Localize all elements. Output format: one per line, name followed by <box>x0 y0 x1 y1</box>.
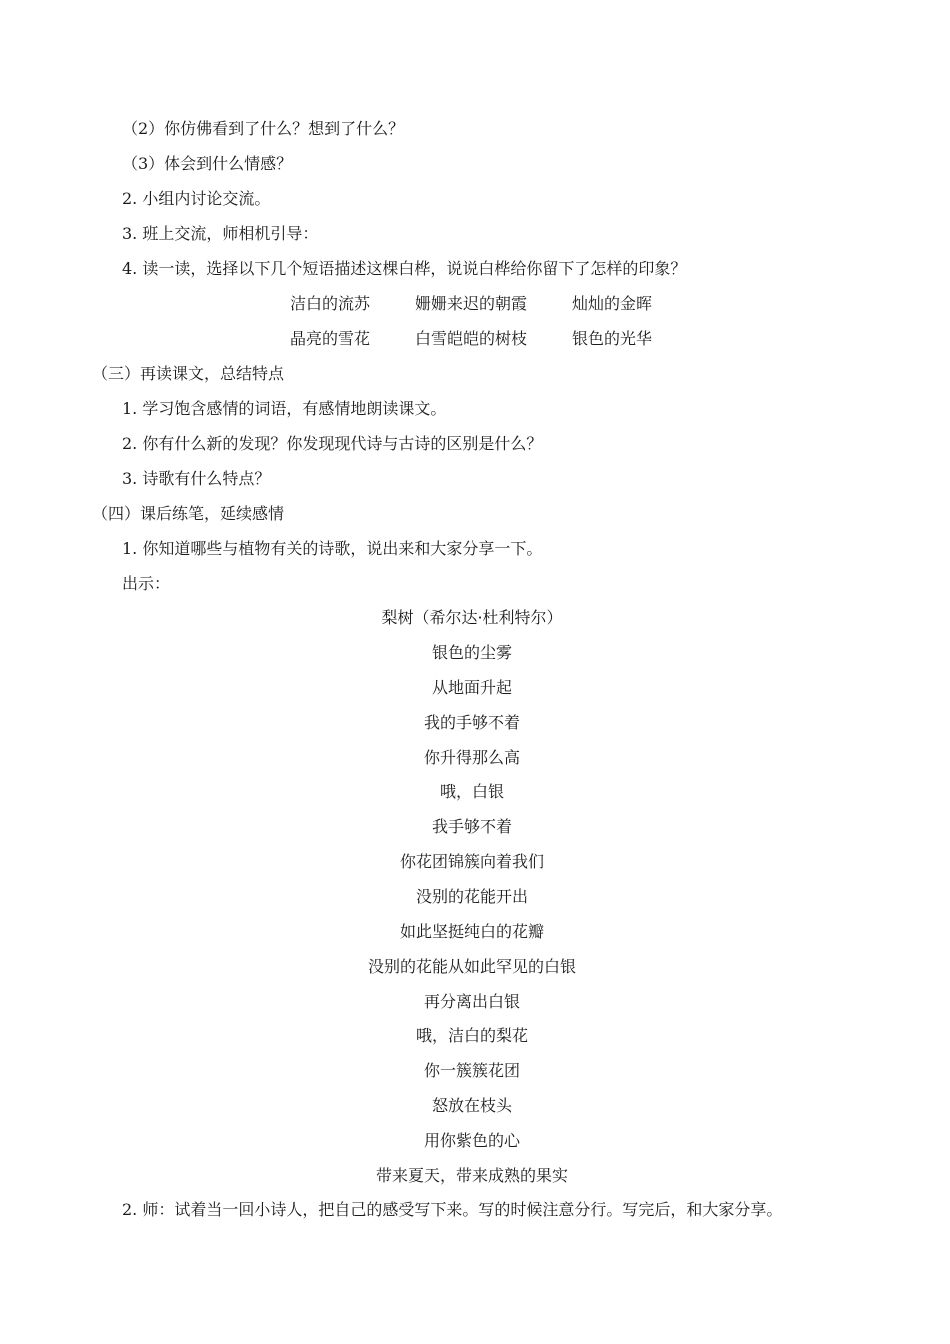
section-3-item-1: 1. 学习饱含感情的词语，有感情地朗读课文。 <box>122 399 447 418</box>
section-4-item-1: 1. 你知道哪些与植物有关的诗歌，说出来和大家分享一下。 <box>122 539 543 558</box>
poem-line: 用你紫色的心 <box>423 1131 520 1150</box>
phrase: 晶亮的雪花 <box>290 329 371 348</box>
poem-line: 带来夏天，带来成熟的果实 <box>375 1166 568 1185</box>
poem-line: 你花团锦簇向着我们 <box>399 852 544 871</box>
poem-line: 再分离出白银 <box>423 992 520 1011</box>
question-2: （2）你仿佛看到了什么？想到了什么？ <box>122 119 405 138</box>
poem-line: 没别的花能从如此罕见的白银 <box>367 957 576 976</box>
step-3: 3. 班上交流，师相机引导： <box>122 224 319 243</box>
poem-line: 你升得那么高 <box>423 748 520 767</box>
section-3-item-3: 3. 诗歌有什么特点？ <box>122 469 271 488</box>
section-4-heading: （四）课后练笔，延续感情 <box>92 504 285 523</box>
step-4: 4. 读一读，选择以下几个短语描述这棵白桦，说说白桦给你留下了怎样的印象？ <box>122 259 687 278</box>
phrase-row-1 <box>0 294 950 314</box>
poem-title: 梨树（希尔达·杜利特尔） <box>381 608 563 627</box>
phrase: 姗姗来迟的朝霞 <box>415 294 528 313</box>
question-3: （3）体会到什么情感？ <box>122 154 293 173</box>
phrase: 洁白的流苏 <box>290 294 371 313</box>
poem-line: 哦，白银 <box>439 782 504 801</box>
poem-line: 没别的花能开出 <box>415 887 528 906</box>
section-4-item-2: 2. 师：试着当一回小诗人，把自己的感受写下来。写的时候注意分行。写完后，和大家分享。 <box>122 1200 783 1219</box>
poem-line: 我的手够不着 <box>423 713 520 732</box>
step-2: 2. 小组内讨论交流。 <box>122 189 271 208</box>
poem-line: 我手够不着 <box>431 817 512 836</box>
poem-line: 怒放在枝头 <box>431 1096 512 1115</box>
phrase-row-2 <box>0 329 950 349</box>
show-label: 出示： <box>122 574 171 593</box>
phrase: 白雪皑皑的树枝 <box>415 329 528 348</box>
poem-line: 如此坚挺纯白的花瓣 <box>399 922 544 941</box>
poem-line: 从地面升起 <box>431 678 512 697</box>
phrase: 灿灿的金晖 <box>572 294 653 313</box>
section-3-item-2: 2. 你有什么新的发现？你发现现代诗与古诗的区别是什么？ <box>122 434 543 453</box>
section-3-heading: （三）再读课文，总结特点 <box>92 364 285 383</box>
poem-line: 银色的尘雾 <box>431 643 512 662</box>
phrase: 银色的光华 <box>572 329 653 348</box>
poem-line: 你一簇簇花团 <box>423 1061 520 1080</box>
poem-line: 哦，洁白的梨花 <box>415 1026 528 1045</box>
